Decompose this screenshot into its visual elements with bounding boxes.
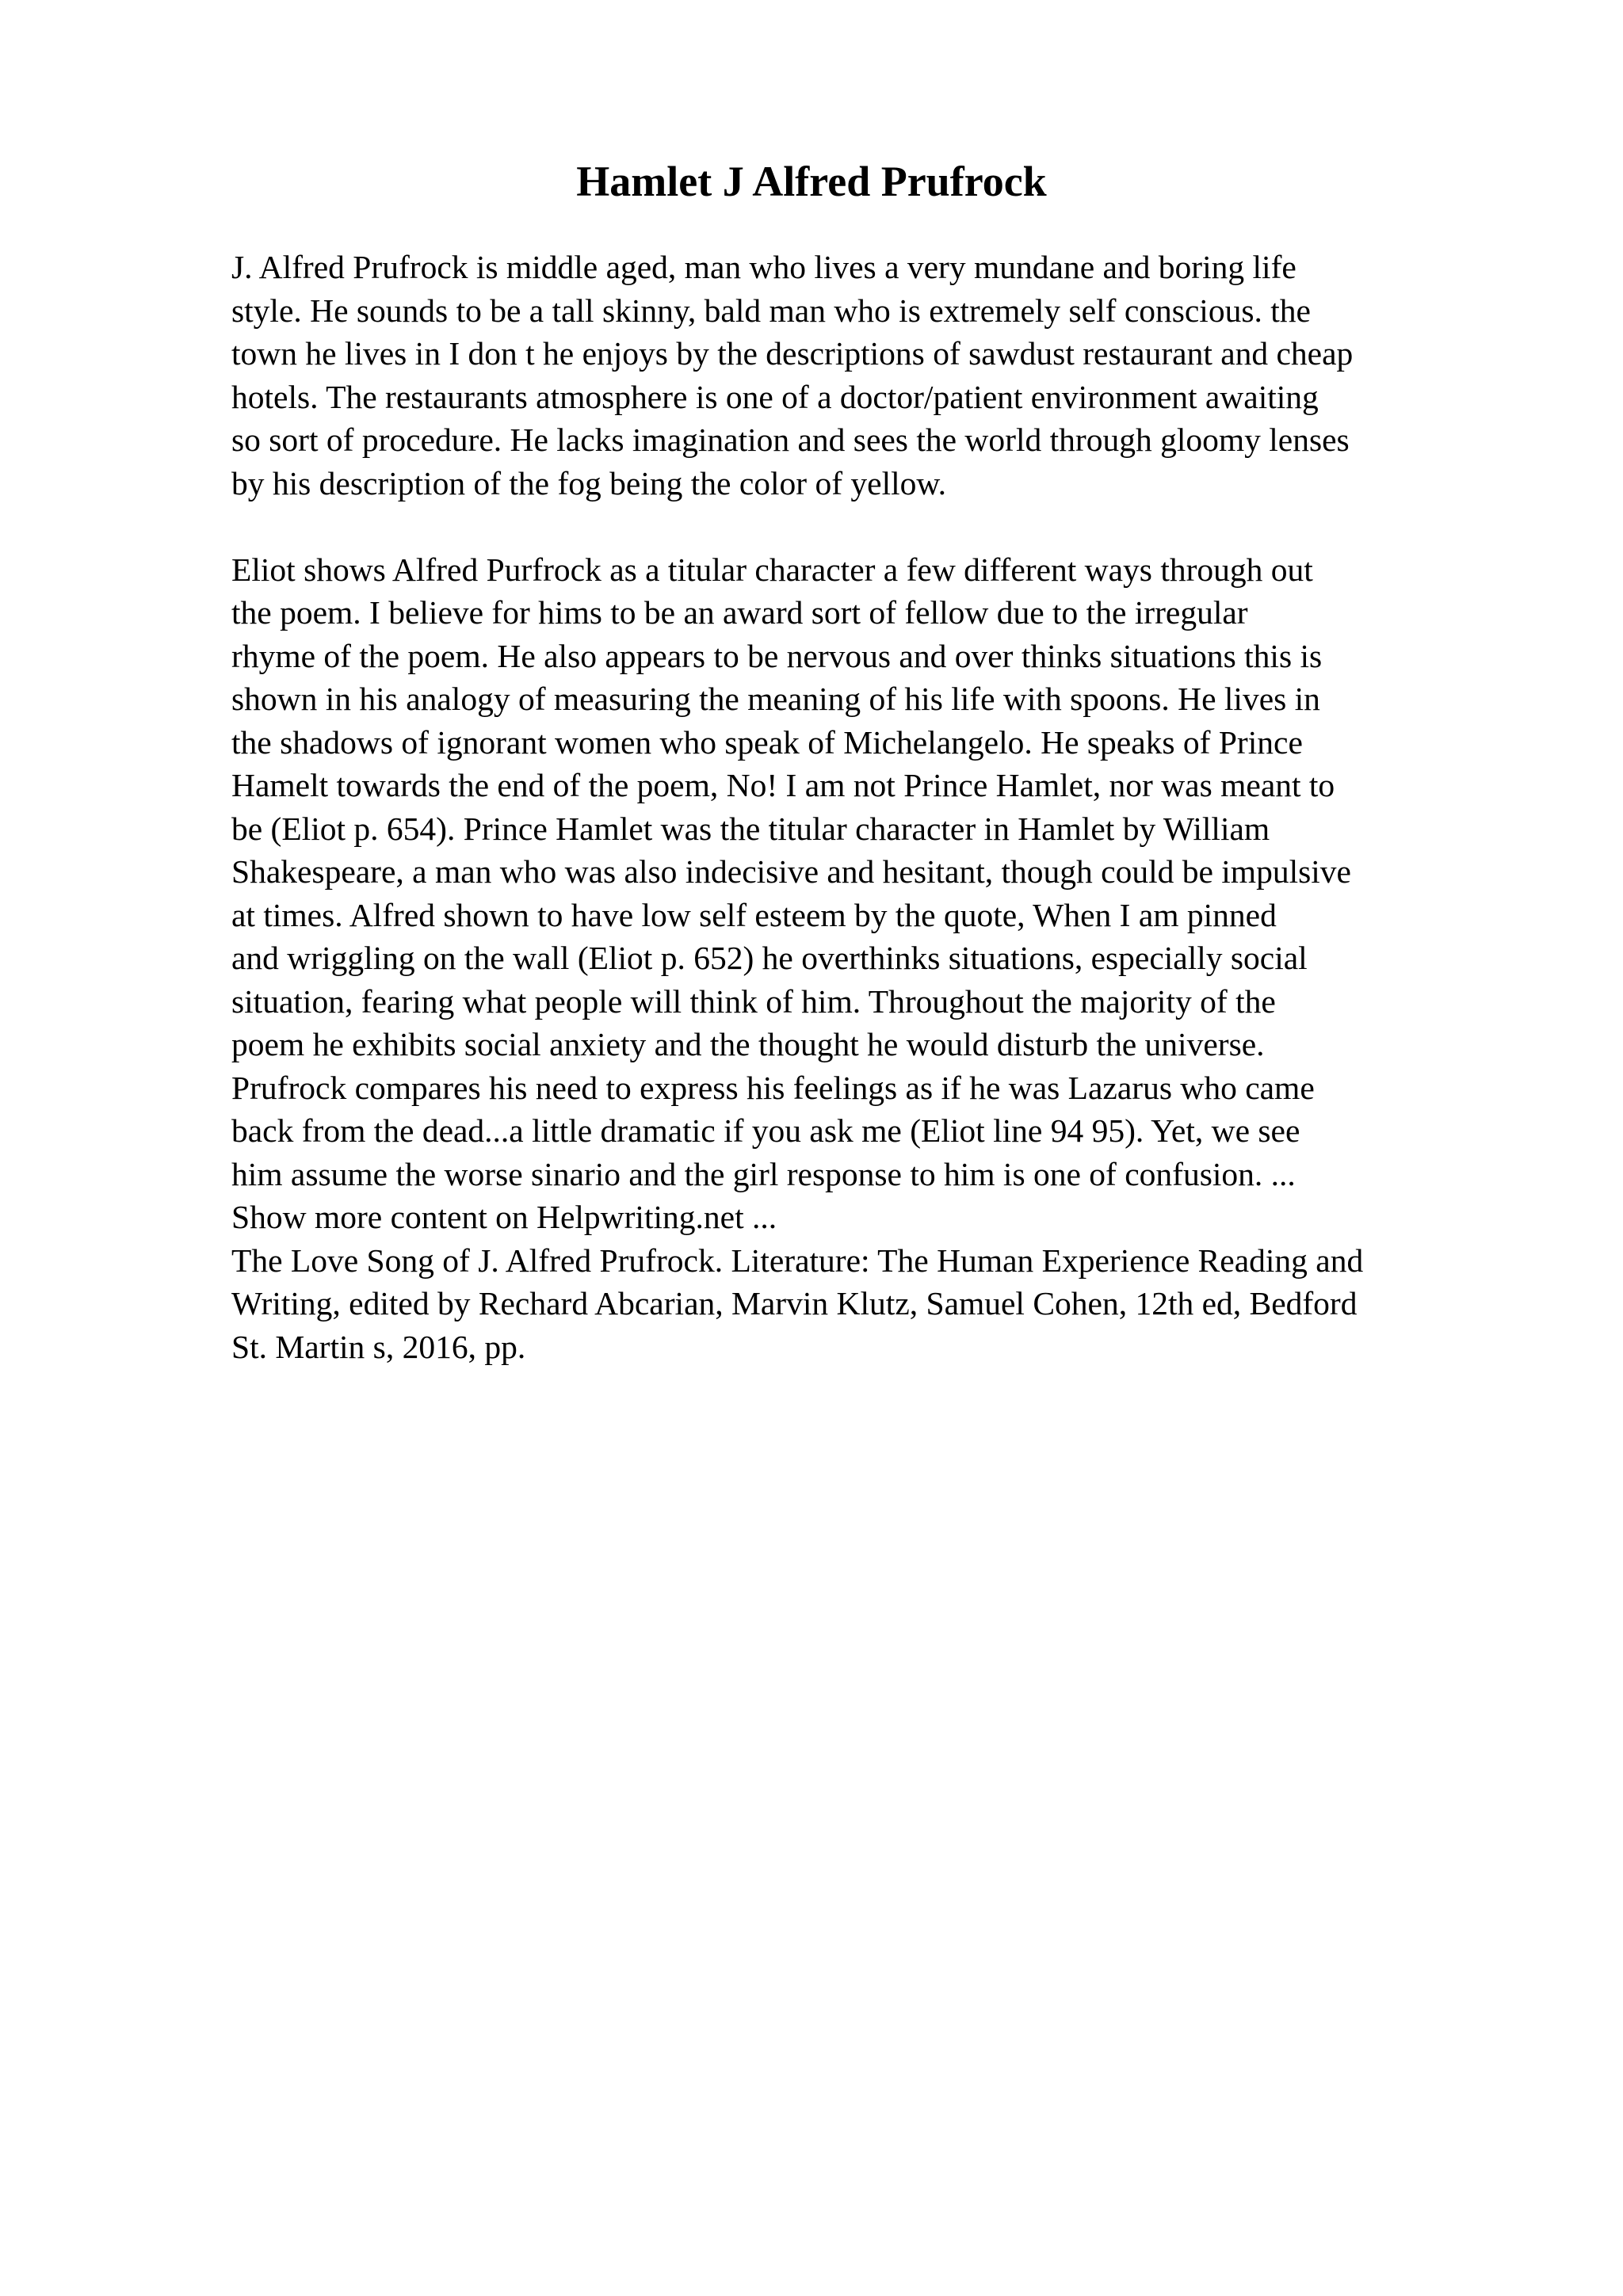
text-line: so sort of procedure. He lacks imagination and sees the world through gloomy lenses xyxy=(231,421,1350,458)
text-line: be (Eliot p. 654). Prince Hamlet was the titular character in Hamlet by William xyxy=(231,810,1270,847)
text-line: situation, fearing what people will think of him. Throughout the majority of the xyxy=(231,982,1276,1020)
text-line: the poem. I believe for hims to be an award sort of fellow due to the irregular xyxy=(231,594,1248,631)
paragraph-1 xyxy=(231,246,1531,505)
citation xyxy=(231,1239,1531,1369)
document-title: Hamlet J Alfred Prufrock xyxy=(576,158,1047,205)
text-line: back from the dead...a little dramatic if you ask me (Eliot line 94 95). Yet, we see xyxy=(231,1112,1300,1149)
text-line: and wriggling on the wall (Eliot p. 652) he overthinks situations, especially social xyxy=(231,940,1308,976)
text-line: by his description of the fog being the color of yellow. xyxy=(231,464,947,502)
text-line: style. He sounds to be a tall skinny, bald man who is extremely self conscious. the xyxy=(231,292,1311,329)
text-line: town he lives in I don t he enjoys by the descriptions of sawdust restaurant and cheap xyxy=(231,335,1354,372)
text-line: the shadows of ignorant women who speak of Michelangelo. He speaks of Prince xyxy=(231,723,1303,761)
text-line: Shakespeare, a man who was also indecisive and hesitant, though could be impulsive xyxy=(231,853,1351,890)
document-body xyxy=(231,246,1531,1368)
paragraph-spacer xyxy=(231,505,1531,548)
text-line: at times. Alfred shown to have low self esteem by the quote, When I am pinned xyxy=(231,896,1277,933)
citation-line: The Love Song of J. Alfred Prufrock. Literature: The Human Experience Reading and xyxy=(231,1241,1364,1279)
citation-line: Writing, edited by Rechard Abcarian, Marvin Klutz, Samuel Cohen, 12th ed, Bedford xyxy=(231,1285,1358,1322)
text-line: shown in his analogy of measuring the meaning of his life with spoons. He lives in xyxy=(231,681,1320,717)
text-line: him assume the worse sinario and the girl response to him is one of confusion. ... xyxy=(231,1155,1296,1192)
paragraph-2 xyxy=(231,548,1531,1239)
text-line: J. Alfred Prufrock is middle aged, man who lives a very mundane and boring life xyxy=(231,249,1296,285)
text-line: rhyme of the poem. He also appears to be nervous and over thinks situations this is xyxy=(231,637,1323,674)
text-line: poem he exhibits social anxiety and the thought he would disturb the universe. xyxy=(231,1026,1265,1062)
text-line: Show more content on Helpwriting.net ... xyxy=(231,1199,777,1235)
text-line: hotels. The restaurants atmosphere is one of a doctor/patient environment awaiting xyxy=(231,378,1319,415)
text-line: Eliot shows Alfred Purfrock as a titular character a few different ways through out xyxy=(231,551,1313,588)
text-line: Hamelt towards the end of the poem, No! I am not Prince Hamlet, nor was meant to xyxy=(231,767,1335,803)
text-line: Prufrock compares his need to express his feelings as if he was Lazarus who came xyxy=(231,1069,1315,1106)
citation-line: St. Martin s, 2016, pp. xyxy=(231,1328,526,1365)
